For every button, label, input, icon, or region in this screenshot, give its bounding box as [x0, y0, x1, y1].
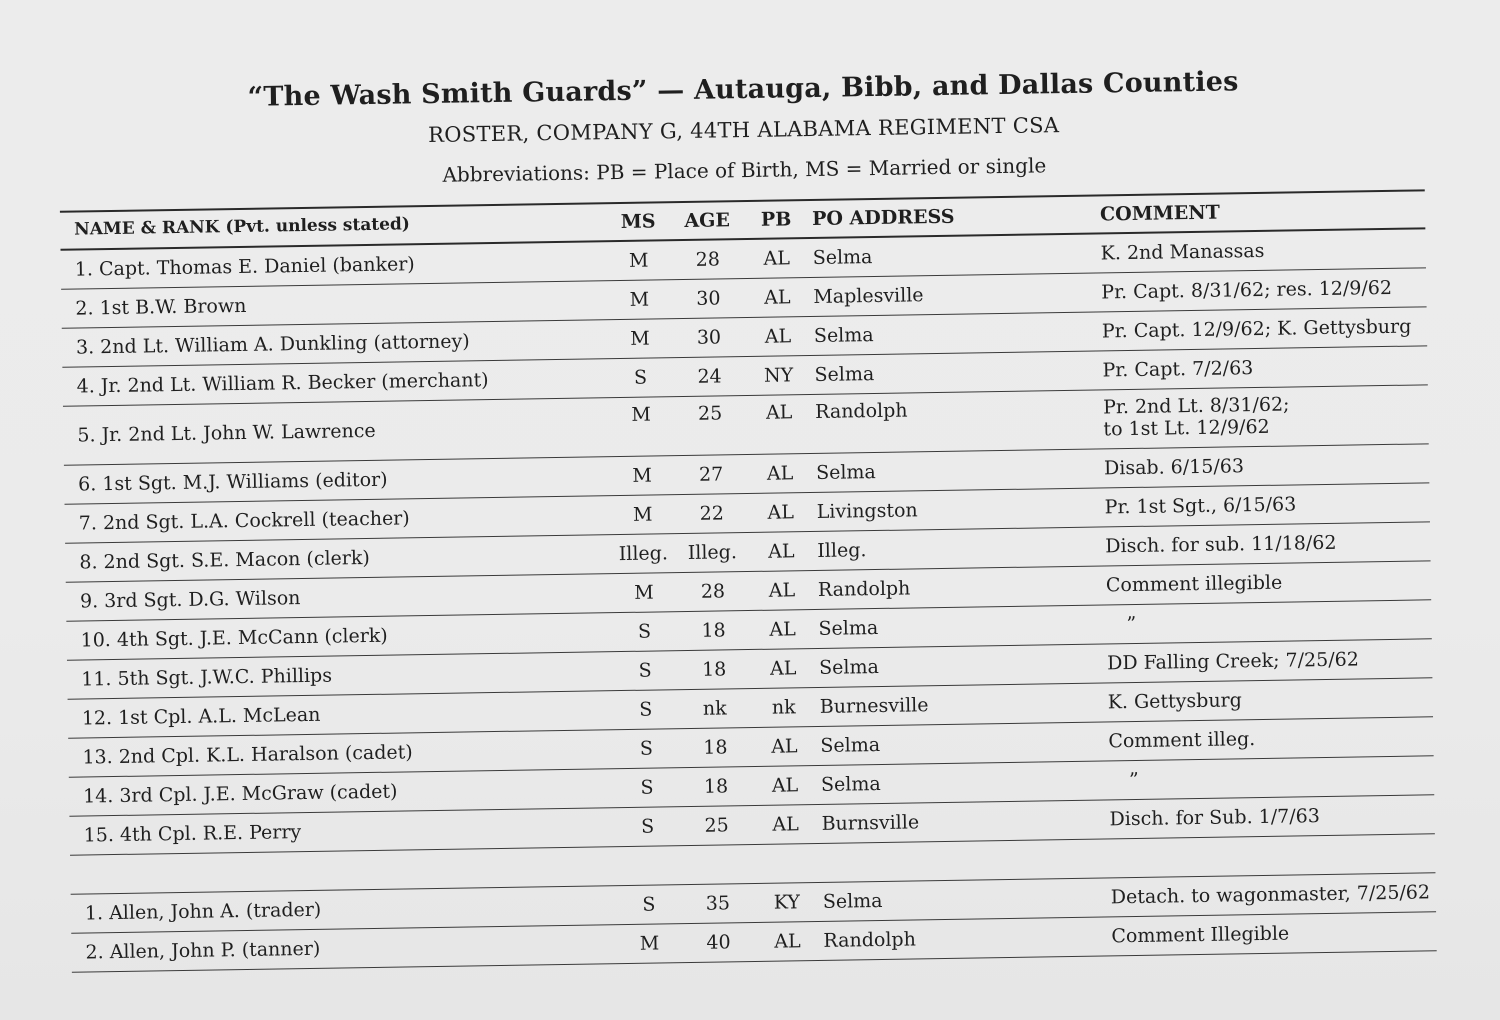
row-comment: ”: [1126, 612, 1137, 636]
row-age: 22: [699, 502, 725, 525]
row-name: 5. Jr. 2nd Lt. John W. Lawrence: [77, 419, 376, 447]
row-name: 9. 3rd Sgt. D.G. Wilson: [79, 587, 301, 613]
row-age: 25: [697, 402, 723, 425]
row-ms: M: [632, 464, 653, 487]
row-comment: Pr. Capt. 12/9/62; K. Gettysburg: [1101, 315, 1412, 343]
row-age: 28: [700, 580, 726, 603]
row-po: Randolph: [823, 928, 917, 952]
row-po: Selma: [820, 733, 881, 757]
row-comment: Pr. 1st Sgt., 6/15/63: [1104, 493, 1297, 519]
row-age: 18: [703, 736, 728, 759]
row-po: Selma: [815, 461, 876, 484]
row-po: Burnsville: [821, 811, 920, 835]
header-name-rank: NAME & RANK (Pvt. unless stated): [74, 214, 411, 240]
row-po: Selma: [818, 616, 879, 640]
row-ms: M: [632, 503, 653, 526]
row-name: 4. Jr. 2nd Lt. William R. Becker (merchant): [76, 369, 489, 398]
row-pb: AL: [767, 540, 795, 563]
row-pb: KY: [773, 891, 801, 914]
row-age: Illeg.: [687, 541, 738, 564]
header-ms: MS: [620, 210, 656, 233]
row-po: Selma: [813, 324, 874, 347]
row-comment: [1103, 394, 1290, 441]
row-name: 2. Allen, John P. (tanner): [85, 937, 321, 964]
row-pb: AL: [771, 774, 799, 797]
row-age: 40: [706, 931, 731, 954]
row-comment-line-1: Pr. 2nd Lt. 8/31/62;: [1102, 393, 1290, 419]
row-ms: Illeg.: [618, 542, 669, 566]
row-po: Randolph: [814, 399, 908, 423]
row-comment: K. 2nd Manassas: [1100, 239, 1265, 265]
row-comment: Pr. Capt. 8/31/62; res. 12/9/62: [1101, 276, 1393, 304]
row-name: 3. 2nd Lt. William A. Dunkling (attorney): [75, 330, 470, 359]
row-comment: Comment Illegible: [1111, 922, 1290, 948]
officers-rows: [61, 229, 1435, 855]
row-name: 1. Capt. Thomas E. Daniel (banker): [74, 253, 415, 281]
row-ms: S: [639, 698, 653, 721]
row-comment: DD Falling Creek; 7/25/62: [1106, 648, 1359, 675]
header-comment: COMMENT: [1099, 201, 1220, 226]
row-pb: AL: [774, 930, 801, 953]
header-po-address: PO ADDRESS: [811, 205, 955, 230]
roster-sheet: [33, 49, 1468, 1011]
row-comment: Disab. 6/15/63: [1103, 455, 1245, 480]
row-comment: Comment illegible: [1105, 571, 1283, 597]
row-comment: Detach. to wagonmaster, 7/25/62: [1110, 881, 1431, 909]
row-ms: M: [634, 581, 654, 604]
row-comment: ”: [1128, 768, 1139, 792]
row-ms: S: [640, 815, 655, 838]
row-pb: AL: [772, 813, 799, 836]
row-name: 12. 1st Cpl. A.L. McLean: [81, 703, 321, 730]
row-name: 11. 5th Sgt. J.W.C. Phillips: [81, 664, 333, 691]
row-pb: NY: [763, 364, 794, 387]
header-pb: PB: [760, 208, 792, 231]
row-po: Maplesville: [813, 284, 924, 308]
row-ms: M: [628, 249, 649, 272]
row-comment-line-2: to 1st Lt. 12/9/62: [1103, 415, 1270, 441]
row-name: 1. Allen, John A. (trader): [84, 898, 322, 925]
abbreviations-note: Abbreviations: PB = Place of Birth, MS = Married or single: [442, 153, 1047, 187]
row-age: 28: [695, 248, 721, 271]
row-pb: AL: [769, 618, 796, 641]
row-pb: AL: [763, 247, 791, 270]
row-ms: S: [638, 659, 652, 682]
row-pb: nk: [771, 696, 796, 719]
roster-title: “The Wash Smith Guards” — Autauga, Bibb, and Dallas Counties: [247, 66, 1239, 113]
row-name: 15. 4th Cpl. R.E. Perry: [83, 821, 302, 847]
row-ms: M: [639, 932, 660, 955]
row-comment: Disch. for sub. 11/18/62: [1105, 531, 1337, 558]
row-name: 10. 4th Sgt. J.E. McCann (clerk): [80, 624, 388, 652]
row-po: Burnesville: [819, 694, 929, 718]
row-po: Selma: [814, 363, 875, 386]
row-pb: AL: [768, 579, 796, 602]
row-name: 6. 1st Sgt. M.J. Williams (editor): [78, 468, 388, 496]
row-pb: AL: [764, 325, 792, 348]
row-ms: S: [637, 620, 652, 643]
row-ms: S: [633, 366, 648, 389]
row-age: 25: [704, 814, 729, 837]
row-pb: AL: [766, 462, 794, 485]
row-age: 30: [696, 287, 721, 310]
row-age: 27: [698, 463, 724, 486]
row-comment: Disch. for Sub. 1/7/63: [1109, 805, 1321, 831]
row-po: Selma: [819, 655, 880, 679]
row-pb: AL: [769, 657, 797, 680]
row-po: Illeg.: [817, 539, 867, 562]
row-po: Selma: [812, 246, 873, 269]
row-pb: AL: [771, 735, 798, 758]
row-pb: AL: [767, 501, 795, 524]
row-name: 14. 3rd Cpl. J.E. McGraw (cadet): [82, 780, 398, 808]
row-age: 30: [696, 326, 722, 349]
row-age: 35: [705, 892, 731, 915]
row-ms: S: [639, 737, 654, 760]
row-ms: S: [642, 893, 656, 916]
row-po: Randolph: [817, 577, 911, 601]
row-pb: AL: [764, 286, 791, 309]
row-pb: AL: [765, 401, 793, 424]
row-age: 18: [701, 658, 727, 681]
row-comment: Pr. Capt. 7/2/63: [1102, 357, 1254, 382]
roster-table: [60, 189, 1437, 972]
row-ms: M: [629, 288, 650, 311]
row-age: 24: [697, 365, 722, 388]
row-ms: M: [630, 327, 650, 350]
row-name: 8. 2nd Sgt. S.E. Macon (clerk): [79, 546, 371, 574]
row-ms: S: [640, 776, 654, 799]
row-comment: Comment illeg.: [1108, 728, 1256, 753]
row-name: 2. 1st B.W. Brown: [75, 294, 247, 320]
row-age: nk: [702, 697, 727, 720]
row-comment: K. Gettysburg: [1107, 689, 1243, 714]
row-age: 18: [703, 775, 729, 798]
row-ms: M: [631, 403, 652, 426]
header-age: AGE: [684, 209, 731, 232]
row-age: 18: [701, 619, 726, 642]
row-name: 13. 2nd Cpl. K.L. Haralson (cadet): [82, 741, 413, 769]
row-po: Selma: [820, 772, 881, 796]
row-name: 7. 2nd Sgt. L.A. Cockrell (teacher): [78, 507, 410, 535]
roster-subtitle: ROSTER, COMPANY G, 44TH ALABAMA REGIMENT CSA: [427, 113, 1060, 148]
row-po: Livingston: [816, 499, 918, 523]
row-po: Selma: [822, 889, 883, 913]
